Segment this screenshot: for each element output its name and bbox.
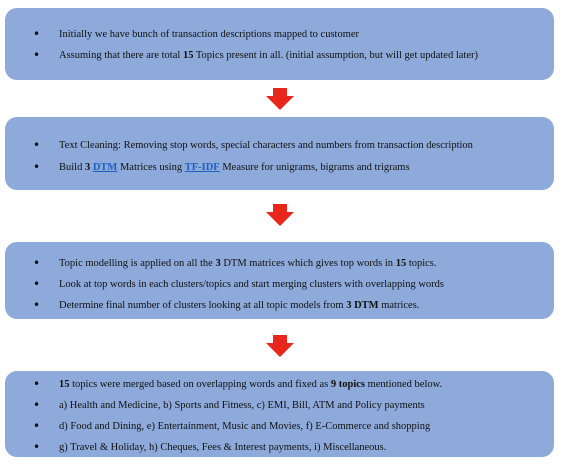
- tf-idf-link[interactable]: TF-IDF: [184, 162, 220, 173]
- bullet-icon: •: [33, 27, 41, 41]
- list-item: [5, 49, 554, 62]
- list-item: [5, 420, 554, 433]
- item-text: matrices.: [378, 300, 420, 311]
- item-text: a) Health and Medicine, b) Sports and Fitness, c) EMI, Bill, ATM and Policy payments: [59, 400, 425, 411]
- item-text: Assuming that there are total: [59, 50, 183, 61]
- item-text-bold: 3 DTM: [346, 300, 379, 311]
- flow-step-2: [5, 117, 554, 190]
- bullet-list: [5, 242, 554, 312]
- bullet-icon: •: [33, 398, 41, 412]
- item-text: d) Food and Dining, e) Entertainment, Music and Movies, f) E-Commerce and shopping: [59, 421, 431, 432]
- item-text: Initially we have bunch of transaction descriptions mapped to customer: [59, 29, 360, 40]
- item-text: topics.: [406, 258, 437, 269]
- item-text: Topic modelling is applied on all the: [59, 258, 216, 269]
- item-text: Text Cleaning: Removing stop words, special characters and numbers from transaction description: [59, 140, 473, 151]
- item-text-bold: 3: [84, 162, 91, 173]
- item-text: Build: [59, 162, 85, 173]
- item-text: mentioned below.: [364, 379, 443, 390]
- down-arrow-icon: [266, 204, 294, 226]
- list-item: [5, 257, 554, 270]
- item-text: Matrices using: [117, 162, 185, 173]
- bullet-list: [5, 117, 554, 174]
- list-item: [5, 139, 554, 152]
- list-item: [5, 299, 554, 312]
- item-text: DTM matrices which gives top words in: [220, 258, 396, 269]
- bullet-icon: •: [33, 138, 41, 152]
- list-item: [5, 378, 554, 391]
- item-text-bold: 15: [182, 50, 194, 61]
- list-item: [5, 278, 554, 291]
- item-text: topics were merged based on overlapping words and fixed as: [69, 379, 331, 390]
- item-text: g) Travel & Holiday, h) Cheques, Fees & Interest payments, i) Miscellaneous.: [59, 442, 387, 453]
- list-item: [5, 28, 554, 41]
- item-text: Determine final number of clusters looking at all topic models from: [59, 300, 347, 311]
- item-text-bold: 15: [59, 379, 70, 390]
- item-text-bold: 15: [395, 258, 407, 269]
- item-text-bold: 9 topics: [330, 379, 365, 390]
- bullet-icon: •: [33, 48, 41, 62]
- item-text: Measure for unigrams, bigrams and trigrams: [219, 162, 410, 173]
- flow-step-4: [5, 371, 554, 457]
- bullet-icon: •: [33, 377, 41, 391]
- dtm-link[interactable]: DTM: [92, 162, 118, 173]
- item-text-bold: 3: [215, 258, 221, 269]
- list-item: [5, 399, 554, 412]
- list-item: [5, 161, 554, 174]
- down-arrow-icon: [266, 335, 294, 357]
- item-text: Topics present in all. (initial assumption, but will get updated later): [193, 50, 478, 61]
- bullet-list: [5, 8, 554, 62]
- bullet-list: [5, 371, 554, 454]
- flow-step-1: [5, 8, 554, 80]
- flow-step-3: [5, 242, 554, 319]
- bullet-icon: •: [33, 419, 41, 433]
- list-item: [5, 441, 554, 454]
- down-arrow-icon: [266, 88, 294, 110]
- bullet-icon: •: [33, 440, 41, 454]
- bullet-icon: •: [33, 298, 41, 312]
- item-text: Look at top words in each clusters/topics and start merging clusters with overlapping words: [59, 279, 445, 290]
- bullet-icon: •: [33, 160, 41, 174]
- bullet-icon: •: [33, 256, 41, 270]
- bullet-icon: •: [33, 277, 41, 291]
